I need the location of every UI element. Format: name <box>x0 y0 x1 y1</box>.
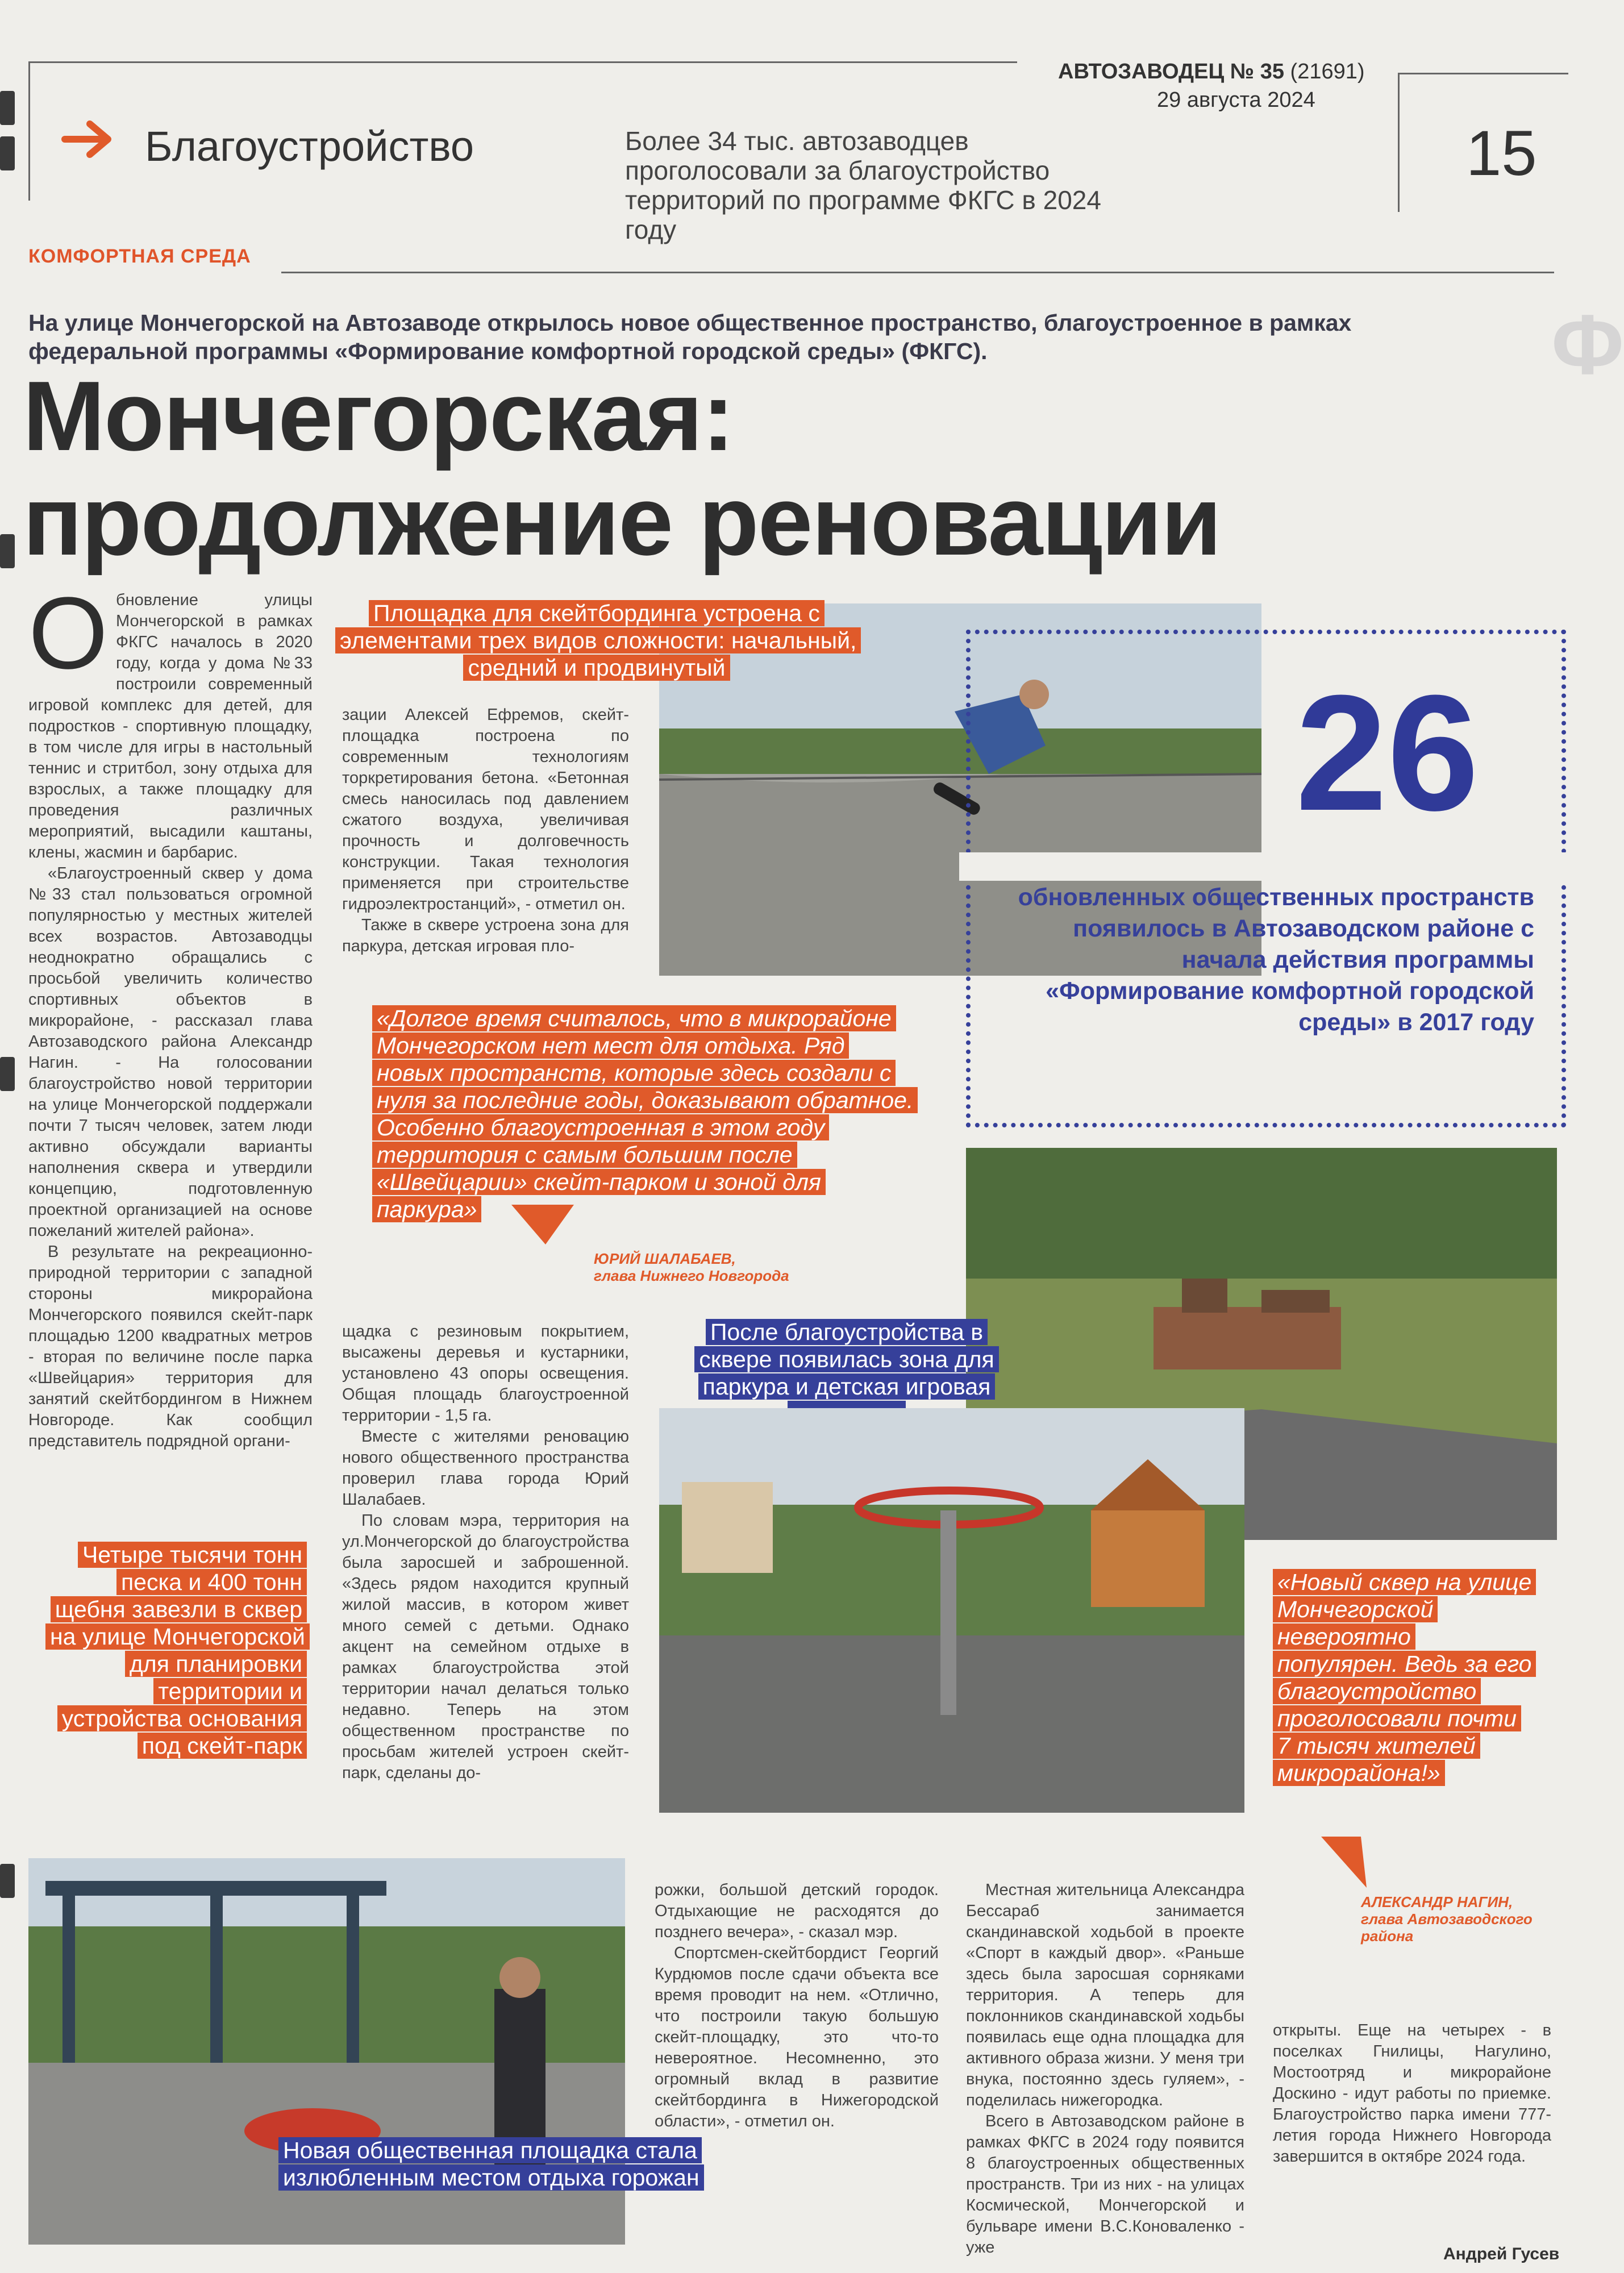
article-column-3: рожки, большой детский городок. Отдыхающие не расходятся до позднего вечера», - сказал мэр. Спортсмен-скейтбордист Георгий Курдюмов после сдачи объекта все время проводит на нем. «Отлично, что построили такую большую скейт-площадку, это что-то невероятное. Несомненно, это огромный вклад в развитие скейтбординга в Нижегородской области», - отметил он. <box>655 1881 939 2130</box>
infobox-text: обновленных общественных пространств появилось в Автозаводском районе с начала действия программы «Формирование комфортной городской среды» в 2017 году <box>1018 884 1534 1036</box>
drop-cap: О <box>28 576 109 690</box>
rubric-rule <box>281 272 1554 273</box>
header-rule <box>1398 73 1568 74</box>
mayor-quote: «Долгое время считалось, что в микрорайоне Мончегорском нет мест для отдыха. Ряд новых пространств, которые здесь создали с нуля за последние годы, доказывают обратное. Особенно благоустроенная в этом году территория с самым большим после «Швейцарии» скейт-парком и зоной для паркура» <box>372 1005 918 1223</box>
new-square-caption: Новая общественная площадка стала излюбленным местом отдыха горожан <box>278 2137 790 2191</box>
headline-line-2: продолжение реновации <box>23 465 1221 576</box>
sand-caption: Четыре тысячи тонн песка и 400 тонн щебня завезли в сквер на улице Мончегорской для планировки территории и устройства основания под скейт-парк <box>45 1541 307 1759</box>
article-column-4: Местная жительница Александра Бессараб занимается скандинавской ходьбой в проекте «Спорт в каждый двор». «Раньше здесь была заросшая сорняками территория. А теперь для поклонников скандинавской ходьбы появилась еще одна площадка для активного образа жизни. У меня три внука, постоянно здесь гуляем», - поделилась нижегородка. Всего в Автозаводском районе в рамках ФКГС в 2024 году появится 8 благоустроенных общественных пространств. Три из них - на улицах Космической, Мончегорской и бульваре имени В.С.Коноваленко - уже <box>966 1881 1244 2257</box>
section-title: Благоустройство <box>145 123 474 170</box>
article-column-2b: щадка с резиновым покрытием, высажены деревья и кустарники, установлено 43 опоры освещения. Общая площадь благоустроенной территории - 1,5 га. Вместе с жителями реновацию нового общественного пространства проверил глава города Юрий Шалабаев. По словам мэра, территория на ул.Мончегорской до благоустройства была заросшей и заброшенной. «Здесь рядом находится крупный жилой массив, в котором живет много семей с детьми. Однако акцент на семейном отдыхе в рамках благоустройства этой территории начал делаться только недавно. Теперь на этом общественном пространстве по просьбам жителей устроен скейт-парк, сделаны до- <box>342 1322 629 1782</box>
binding-mark <box>0 91 15 125</box>
binding-mark <box>0 534 15 568</box>
section-teaser: Более 34 тыс. автозаводцев проголосовали за благоустройство территорий по программе ФКГС в 2024 году <box>625 126 1101 244</box>
masthead-issue: АВТОЗАВОДЕЦ № 35 (21691) <box>1058 60 1365 84</box>
show-through-text: Ф <box>1551 297 1624 392</box>
nagin-attribution: АЛЕКСАНДР НАГИН, глава Автозаводского района <box>1361 1893 1533 1945</box>
masthead-date: 29 августа 2024 <box>1157 88 1315 112</box>
headline-line-1: Мончегорская: <box>23 360 734 471</box>
quote-pointer-icon <box>1321 1837 1367 1888</box>
rubric: КОМФОРТНАЯ СРЕДА <box>28 245 251 267</box>
nagin-quote: «Новый сквер на улице Мончегорской невероятно популярен. Ведь за его благоустройство проголосовали почти 7 тысяч жителей микрорайона!» <box>1273 1568 1534 1787</box>
article-lead: На улице Мончегорской на Автозаводе открылось новое общественное пространство, благоустроенное в рамках федеральной программы «Формирование комфортной городской среды» (ФКГС). <box>28 310 1352 364</box>
infobox-number: 26 <box>1296 661 1479 845</box>
binding-mark <box>0 1057 15 1091</box>
infobox-mask <box>959 852 1567 881</box>
header-rule <box>28 61 30 201</box>
article-headline <box>23 360 1557 576</box>
parkour-caption: После благоустройства в сквере появилась зона для паркура и детская игровая <box>671 1318 1023 1427</box>
article-column-1: Обновление улицы Мончегорской в рамках ФКГС началось в 2020 году, когда у дома №33 построили современный игровой комплекс для детей, для подростков - спортивную площадку, в том числе для игры в настольный теннис и стритбол, зону отдыха для взрослых, а также площадку для проведения различных мероприятий, высадили каштаны, клены, жасмин и барбарис. «Благоустроенный сквер у дома №33 стал пользоваться огромной популярностью у местных жителей всех возрастов. Автозаводцы неоднократно обращались с просьбой увеличить количество спортивных объектов в микрорайоне, - рассказал глава Автозаводского района Александр Нагин. - На голосовании благоустройство новой территории на улице Мончегорской поддержали почти 7 тысяч человек, затем люди активно обсуждали варианты наполнения сквера и утвердили концепцию, подготовленную проектной организацией на основе пожеланий жителей района». В результате на рекреационно-природной территории с западной стороны микрорайона Мончегорского появился скейт-парк площадью 1200 квадратных метров - вторая по величине после парка «Швейцария» территория для занятий скейтбордингом в Нижнем Новгороде. Как сообщил представитель подрядной органи- <box>28 576 313 1450</box>
binding-mark <box>0 136 15 170</box>
header-rule <box>28 61 1017 63</box>
mayor-attribution: ЮРИЙ ШАЛАБАЕВ, глава Нижнего Новгорода <box>594 1250 789 1284</box>
article-column-5: открыты. Еще на четырех - в поселках Гнилицы, Нагулино, Мостоотряд и микрорайоне Доскино - идут работы по приемке. Благоустройство парка имени 777-летия города Нижнего Новгорода завершится в октябре 2024 года. <box>1273 2021 1551 2166</box>
playground-photo <box>659 1408 1244 1813</box>
skate-caption: Площадка для скейтбординга устроена с элементами трех видов сложности: начальный, средний и продвинутый <box>335 600 858 681</box>
binding-mark <box>0 1864 15 1898</box>
arrow-right-icon <box>63 119 114 159</box>
article-column-2a: зации Алексей Ефремов, скейт-площадка построена по современным технологиям торкретирования бетона. «Бетонная смесь наносилась под давлением сжатого воздуха, увеличивая прочность и долговечность конструкции. Такая технология применяется при строительстве гидроэлектростанций», - отметил он. Также в сквере устроена зона для паркура, детская игровая пло- <box>342 706 629 955</box>
article-author: Андрей Гусев <box>1443 2245 1560 2263</box>
page-number: 15 <box>1466 118 1537 189</box>
header-rule <box>1398 73 1400 212</box>
quote-pointer-icon <box>511 1205 574 1244</box>
